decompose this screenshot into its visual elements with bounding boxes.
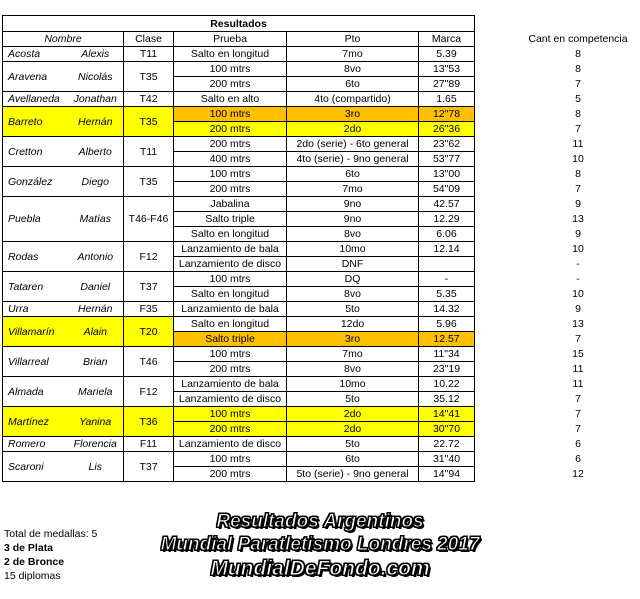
athlete-last-name: Villarreal — [3, 347, 65, 377]
athlete-first-name: Brian — [65, 347, 124, 377]
cant-value: 8 — [575, 167, 581, 180]
cant-value: 11 — [572, 137, 584, 150]
cant-value: 5 — [575, 92, 581, 105]
athlete-first-name: Florencia — [65, 437, 124, 452]
medal-totals — [4, 527, 97, 583]
event-marca: 35.12 — [419, 392, 475, 407]
athlete-last-name: Acosta — [3, 47, 65, 62]
cant-value: 7 — [575, 332, 581, 345]
cant-value: 10 — [572, 152, 584, 165]
event-prueba: Jabalina — [174, 197, 287, 212]
header-pto: Pto — [287, 32, 419, 47]
athlete-last-name: Tataren — [3, 272, 65, 302]
athlete-last-name: Almada — [3, 377, 65, 407]
event-marca: 5.35 — [419, 287, 475, 302]
athlete-first-name: Nicolás — [65, 62, 124, 92]
event-pto: 8vo — [287, 362, 419, 377]
results-body — [3, 47, 475, 482]
cant-value: 7 — [575, 392, 581, 405]
event-pto: 2do (serie) - 6to general — [287, 137, 419, 152]
cant-value: 13 — [572, 317, 584, 330]
athlete-first-name: Mariela — [65, 377, 124, 407]
event-prueba: 100 mtrs — [174, 62, 287, 77]
event-marca: 6.06 — [419, 227, 475, 242]
athlete-class: T46 — [124, 347, 174, 377]
cant-value: 6 — [575, 437, 581, 450]
event-pto: 7mo — [287, 47, 419, 62]
event-pto: 4to (serie) - 9no general — [287, 152, 419, 167]
event-marca: - — [419, 272, 475, 287]
event-marca: 13"53 — [419, 62, 475, 77]
event-prueba: 100 mtrs — [174, 107, 287, 122]
event-marca: 10.22 — [419, 377, 475, 392]
athlete-class: T35 — [124, 107, 174, 137]
table-row — [3, 167, 475, 182]
cant-value: 9 — [575, 227, 581, 240]
athlete-class: T42 — [124, 92, 174, 107]
event-marca: 23"62 — [419, 137, 475, 152]
event-marca: 12.29 — [419, 212, 475, 227]
cant-value: 15 — [572, 347, 584, 360]
event-prueba: 100 mtrs — [174, 407, 287, 422]
event-prueba: 200 mtrs — [174, 422, 287, 437]
silver-count: 3 de Plata — [4, 542, 54, 554]
table-row — [3, 302, 475, 317]
event-marca: 13"00 — [419, 167, 475, 182]
athlete-class: T20 — [124, 317, 174, 347]
event-marca: 5.96 — [419, 317, 475, 332]
event-pto: 8vo — [287, 227, 419, 242]
event-pto: 6to — [287, 167, 419, 182]
athlete-last-name: Martínez — [3, 407, 65, 437]
cant-value: 9 — [575, 302, 581, 315]
event-marca: 12.14 — [419, 242, 475, 257]
cant-value: 7 — [575, 77, 581, 90]
event-marca: 42.57 — [419, 197, 475, 212]
cant-value: 10 — [572, 242, 584, 255]
athlete-first-name: Jonathan — [65, 92, 124, 107]
event-prueba: Lanzamiento de bala — [174, 377, 287, 392]
promo-banner — [130, 510, 510, 581]
header-clase: Clase — [124, 32, 174, 47]
event-pto: 6to — [287, 452, 419, 467]
table-row — [3, 452, 475, 467]
athlete-first-name: Diego — [65, 167, 124, 197]
athlete-last-name: Villamarín — [3, 317, 65, 347]
diploma-count: 15 diplomas — [4, 570, 61, 582]
athlete-first-name: Lis — [65, 452, 124, 482]
event-pto: 4to (compartido) — [287, 92, 419, 107]
athlete-last-name: González — [3, 167, 65, 197]
promo-site: MundialDeFondo.com — [210, 557, 430, 580]
event-prueba: Salto en longitud — [174, 317, 287, 332]
table-title-row — [3, 16, 475, 32]
cant-value: 8 — [575, 47, 581, 60]
event-prueba: 200 mtrs — [174, 137, 287, 152]
event-prueba: Lanzamiento de disco — [174, 392, 287, 407]
event-pto: 2do — [287, 122, 419, 137]
athlete-first-name: Alain — [65, 317, 124, 347]
event-marca: 23"19 — [419, 362, 475, 377]
athlete-first-name: Hernán — [65, 107, 124, 137]
table-row — [3, 137, 475, 152]
promo-subtitle: Mundial Paratletismo Londres 2017 — [160, 534, 480, 555]
event-pto: 5to — [287, 302, 419, 317]
athlete-class: F11 — [124, 437, 174, 452]
athlete-last-name: Romero — [3, 437, 65, 452]
event-marca: 11"34 — [419, 347, 475, 362]
table-row — [3, 242, 475, 257]
event-prueba: 200 mtrs — [174, 362, 287, 377]
event-pto: 9no — [287, 212, 419, 227]
athlete-class: T37 — [124, 452, 174, 482]
event-prueba: Lanzamiento de bala — [174, 242, 287, 257]
athlete-class: T11 — [124, 137, 174, 167]
table-row — [3, 62, 475, 77]
athlete-class: F12 — [124, 242, 174, 272]
table-row — [3, 47, 475, 62]
event-pto: 5to — [287, 392, 419, 407]
athlete-class: T46-F46 — [124, 197, 174, 242]
table-row — [3, 437, 475, 452]
athlete-first-name: Alexis — [65, 47, 124, 62]
event-prueba: Salto en longitud — [174, 47, 287, 62]
event-prueba: Lanzamiento de disco — [174, 257, 287, 272]
event-marca: 27"89 — [419, 77, 475, 92]
event-pto: 8vo — [287, 287, 419, 302]
event-pto: 2do — [287, 422, 419, 437]
event-pto: 12do — [287, 317, 419, 332]
event-pto: DNF — [287, 257, 419, 272]
event-marca: 14"41 — [419, 407, 475, 422]
athlete-class: T35 — [124, 62, 174, 92]
event-prueba: 200 mtrs — [174, 467, 287, 482]
table-row — [3, 197, 475, 212]
cant-value: - — [576, 257, 580, 270]
event-pto: 7mo — [287, 347, 419, 362]
event-prueba: 200 mtrs — [174, 77, 287, 92]
cant-value: 7 — [575, 122, 581, 135]
athlete-last-name: Urra — [3, 302, 65, 317]
athlete-first-name: Daniel — [65, 272, 124, 302]
table-title: Resultados — [3, 16, 475, 32]
event-marca: 1.65 — [419, 92, 475, 107]
event-prueba: Lanzamiento de disco — [174, 437, 287, 452]
header-marca: Marca — [419, 32, 475, 47]
promo-title: Resultados Argentinos — [216, 511, 424, 532]
event-pto: DQ — [287, 272, 419, 287]
event-marca — [419, 257, 475, 272]
event-pto: 8vo — [287, 62, 419, 77]
header-prueba: Prueba — [174, 32, 287, 47]
table-row — [3, 92, 475, 107]
athlete-first-name: Matías — [65, 197, 124, 242]
cant-value: 12 — [572, 467, 584, 480]
athlete-class: T11 — [124, 47, 174, 62]
results-table — [2, 15, 475, 482]
athlete-first-name: Hernán — [65, 302, 124, 317]
event-marca: 12"78 — [419, 107, 475, 122]
event-marca: 22.72 — [419, 437, 475, 452]
cant-value: 10 — [572, 287, 584, 300]
athlete-last-name: Puebla — [3, 197, 65, 242]
event-prueba: Lanzamiento de bala — [174, 302, 287, 317]
event-prueba: 100 mtrs — [174, 452, 287, 467]
table-row — [3, 107, 475, 122]
event-marca: 53"77 — [419, 152, 475, 167]
event-pto: 9no — [287, 197, 419, 212]
event-marca: 30"70 — [419, 422, 475, 437]
bronze-count: 2 de Bronce — [4, 556, 65, 568]
athlete-class: T36 — [124, 407, 174, 437]
cant-value: - — [576, 272, 580, 285]
event-prueba: Salto triple — [174, 332, 287, 347]
athlete-class: F35 — [124, 302, 174, 317]
event-marca: 14.32 — [419, 302, 475, 317]
athlete-first-name: Alberto — [65, 137, 124, 167]
event-prueba: Salto en longitud — [174, 287, 287, 302]
event-marca: 12.57 — [419, 332, 475, 347]
event-prueba: 200 mtrs — [174, 182, 287, 197]
athlete-class: F12 — [124, 377, 174, 407]
cant-value: 6 — [575, 452, 581, 465]
total-medals: Total de medallas: 5 — [4, 528, 98, 540]
event-prueba: 100 mtrs — [174, 272, 287, 287]
table-row — [3, 407, 475, 422]
table-row — [3, 272, 475, 287]
athlete-first-name: Antonio — [65, 242, 124, 272]
event-pto: 3ro — [287, 107, 419, 122]
athlete-first-name: Yanina — [65, 407, 124, 437]
event-pto: 5to — [287, 437, 419, 452]
athlete-last-name: Avellaneda — [3, 92, 65, 107]
table-row — [3, 317, 475, 332]
event-marca: 14"94 — [419, 467, 475, 482]
event-prueba: Salto en longitud — [174, 227, 287, 242]
event-marca: 54"09 — [419, 182, 475, 197]
event-prueba: 200 mtrs — [174, 122, 287, 137]
athlete-class: T35 — [124, 167, 174, 197]
event-prueba: Salto triple — [174, 212, 287, 227]
event-prueba: 100 mtrs — [174, 167, 287, 182]
cant-value: 8 — [575, 107, 581, 120]
athlete-last-name: Cretton — [3, 137, 65, 167]
cant-value: 7 — [575, 182, 581, 195]
event-pto: 7mo — [287, 182, 419, 197]
event-prueba: 100 mtrs — [174, 347, 287, 362]
cant-value: 8 — [575, 62, 581, 75]
athlete-last-name: Aravena — [3, 62, 65, 92]
event-pto: 6to — [287, 77, 419, 92]
event-prueba: Salto en alto — [174, 92, 287, 107]
cant-value: 7 — [575, 422, 581, 435]
event-pto: 3ro — [287, 332, 419, 347]
cant-value: 11 — [572, 377, 584, 390]
athlete-last-name: Barreto — [3, 107, 65, 137]
table-header-row — [3, 32, 475, 47]
cant-column — [522, 32, 634, 480]
athlete-last-name: Rodas — [3, 242, 65, 272]
event-pto: 5to (serie) - 9no general — [287, 467, 419, 482]
event-pto: 10mo — [287, 377, 419, 392]
cant-value: 13 — [572, 212, 584, 225]
event-pto: 10mo — [287, 242, 419, 257]
event-prueba: 400 mtrs — [174, 152, 287, 167]
event-marca: 5.39 — [419, 47, 475, 62]
cant-header: Cant en competencia — [528, 33, 628, 45]
event-pto: 2do — [287, 407, 419, 422]
event-marca: 26"36 — [419, 122, 475, 137]
cant-value: 9 — [575, 197, 581, 210]
athlete-class: T37 — [124, 272, 174, 302]
header-nombre: Nombre — [3, 32, 124, 47]
event-marca: 31"40 — [419, 452, 475, 467]
table-row — [3, 347, 475, 362]
cant-value: 11 — [572, 362, 584, 375]
athlete-last-name: Scaroni — [3, 452, 65, 482]
table-row — [3, 377, 475, 392]
cant-value: 7 — [575, 407, 581, 420]
